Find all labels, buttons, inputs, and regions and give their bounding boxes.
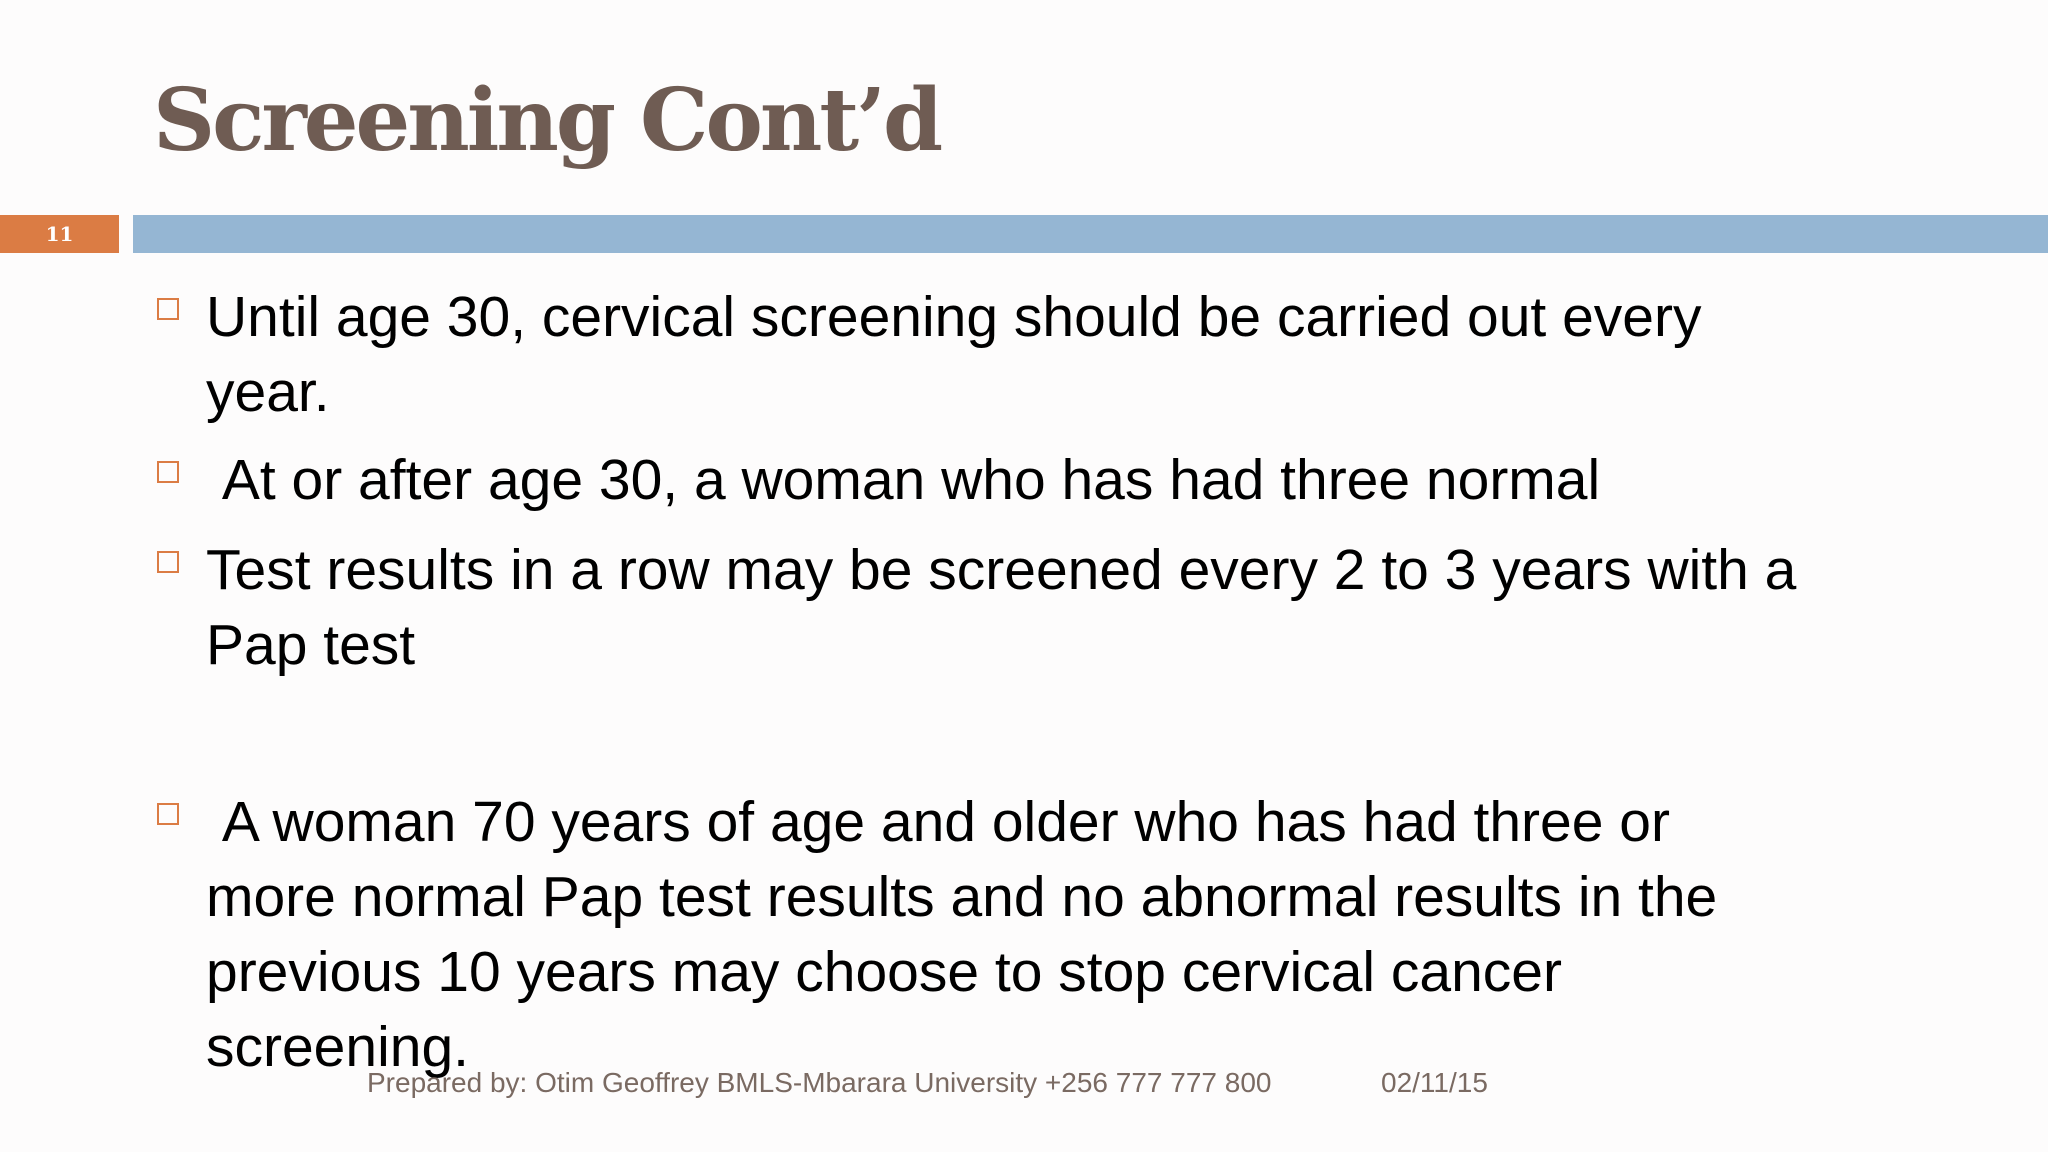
square-bullet-icon bbox=[157, 803, 179, 825]
bullet-item-3: Test results in a row may be screened every 2 to 3 years with a Pap test bbox=[206, 538, 1797, 677]
square-bullet-icon bbox=[157, 298, 179, 320]
slide-number: 11 bbox=[0, 215, 119, 253]
footer-credit: Prepared by: Otim Geoffrey BMLS-Mbarara University +256 777 777 800 bbox=[367, 1067, 1272, 1098]
title-rule-bar bbox=[133, 215, 2048, 253]
square-bullet-icon bbox=[157, 461, 179, 483]
footer-date: 02/11/15 bbox=[1381, 1067, 1488, 1098]
slide-title: Screening Cont’d bbox=[153, 70, 941, 171]
bullet-item-1: Until age 30, cervical screening should be carried out every year. bbox=[206, 285, 1702, 424]
bullet-item-4: A woman 70 years of age and older who has had three or more normal Pap test results and no abnormal results in the previous 10 years may choose to stop cervical cancer screening. bbox=[206, 790, 1718, 1079]
square-bullet-icon bbox=[157, 551, 179, 573]
bullet-item-2: At or after age 30, a woman who has had three normal bbox=[206, 448, 1601, 512]
